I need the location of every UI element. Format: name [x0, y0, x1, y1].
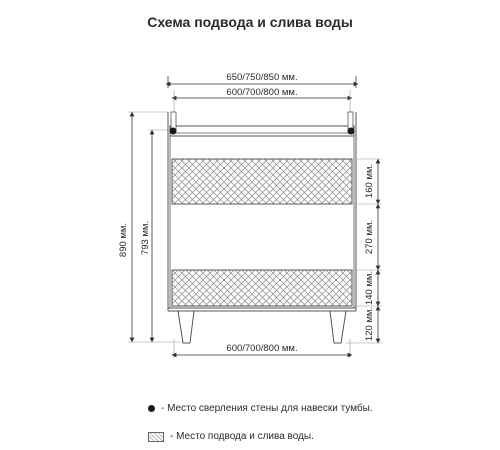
legend-water-text: - Место подвода и слива воды.: [170, 431, 314, 442]
dim-top-outer: [168, 72, 356, 88]
water-zone-lower: [172, 270, 352, 306]
water-zone-upper: [172, 159, 352, 204]
dim-top-inner-label: 600/700/800 мм.: [226, 87, 298, 98]
dim-seg-120-label: 120 мм.: [364, 306, 375, 342]
drill-dot-icon: [148, 405, 155, 412]
dim-bottom: [174, 339, 350, 358]
dim-top-inner: [174, 87, 350, 126]
drill-dot-icon: [170, 128, 177, 135]
dim-total-height-label: 890 мм.: [118, 222, 129, 258]
page-title: Схема подвода и слива воды: [147, 14, 353, 30]
cabinet-legs: [178, 311, 346, 343]
dim-body-height-label: 793 мм.: [140, 220, 151, 256]
dim-bottom-label: 600/700/800 мм.: [226, 343, 298, 354]
dim-seg-160-label: 160 мм.: [364, 163, 375, 199]
hatch-swatch-icon: [148, 432, 164, 442]
legend-water: [148, 431, 314, 442]
drill-dot-icon: [348, 128, 355, 135]
dim-seg-270-label: 270 мм.: [364, 219, 375, 255]
dim-top-outer-label: 650/750/850 мм.: [226, 72, 298, 83]
dim-seg-140-label: 140 мм.: [364, 270, 375, 306]
legend-drill: [148, 403, 373, 414]
legend-drill-text: - Место сверления стены для навески тумбы.: [161, 403, 373, 414]
water-zones: [172, 159, 352, 306]
